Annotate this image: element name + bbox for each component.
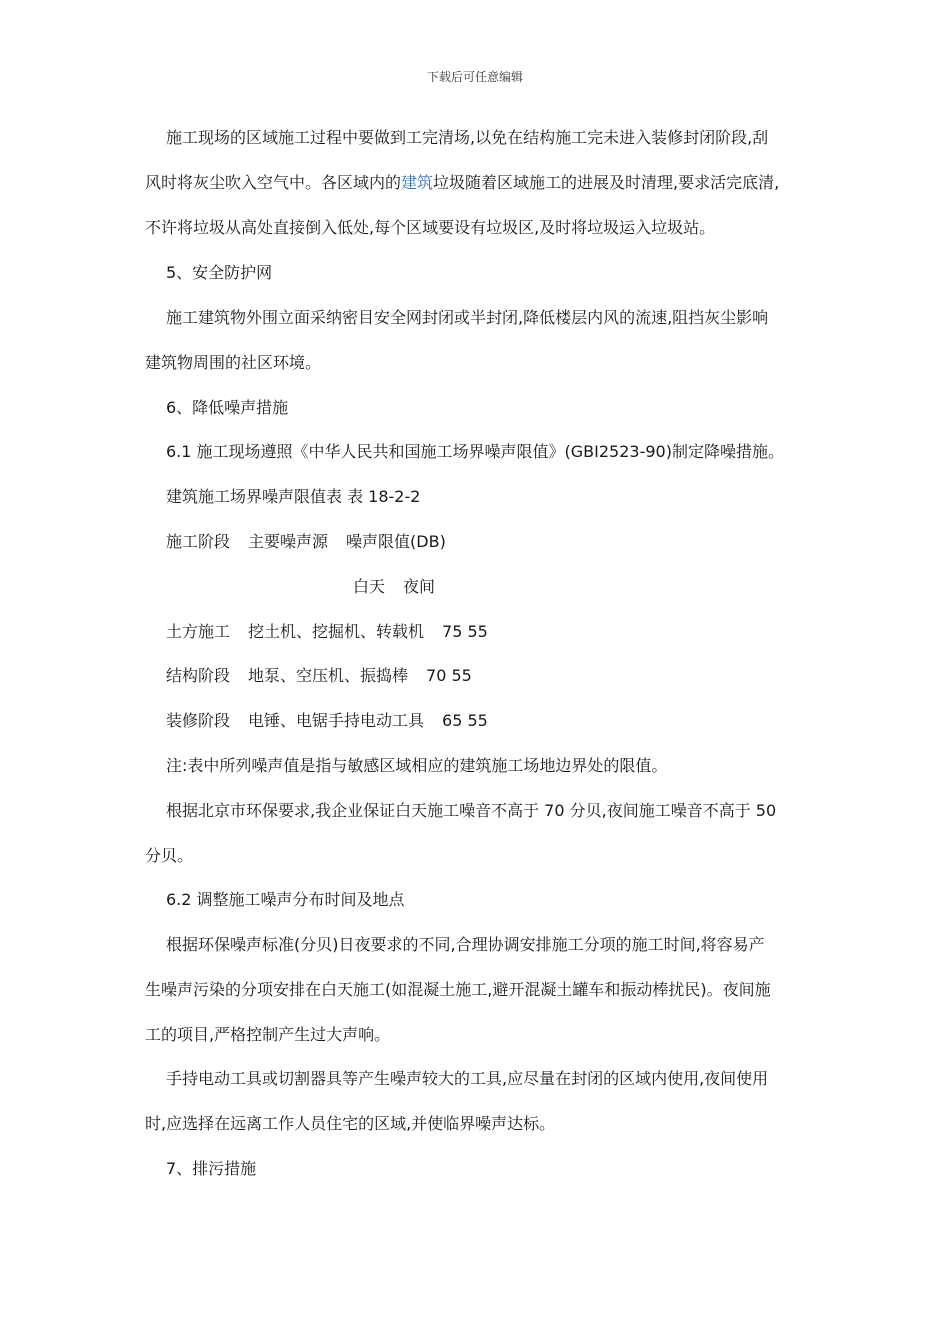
page-header: 下载后可任意编辑 xyxy=(426,70,523,84)
table-cell: 结构阶段 xyxy=(166,666,231,685)
subsection-6-2: 6.2 调整施工噪声分布时间及地点 xyxy=(166,890,405,909)
table-header-cell: 施工阶段 xyxy=(166,532,231,551)
building-link[interactable]: 建筑 xyxy=(401,173,434,192)
paragraph-line: 手持电动工具或切割器具等产生噪声较大的工具,应尽量在封闭的区域内使用,夜间使用 xyxy=(166,1069,769,1088)
table-header-row xyxy=(166,532,446,552)
text: 垃圾随着区域施工的进展及时清理,要求活完底清, xyxy=(433,173,780,192)
table-caption: 建筑施工场界噪声限值表 表 18-2-2 xyxy=(166,487,421,506)
paragraph-line: 施工现场的区域施工过程中要做到工完清场,以免在结构施工完未进入装修封闭阶段,刮 xyxy=(166,128,769,147)
section-heading-6: 6、降低噪声措施 xyxy=(166,398,289,417)
paragraph-line: 分贝。 xyxy=(145,846,194,865)
paragraph-line: 生噪声污染的分项安排在白天施工(如混凝土施工,避开混凝土罐车和振动棒扰民)。夜间施 xyxy=(145,980,771,999)
section-heading-5: 5、安全防护网 xyxy=(166,263,273,282)
paragraph-line: 根据北京市环保要求,我企业保证白天施工噪音不高于 70 分贝,夜间施工噪音不高于 50 xyxy=(166,801,777,820)
table-cell: 地泵、空压机、振捣棒 xyxy=(248,666,409,685)
table-cell: 75 55 xyxy=(442,622,488,641)
table-header-cell: 噪声限值(DB) xyxy=(346,532,446,551)
paragraph-line: 时,应选择在远离工作人员住宅的区域,并使临界噪声达标。 xyxy=(145,1114,556,1133)
subsection-6-1: 6.1 施工现场遵照《中华人民共和国施工场界噪声限值》(GBI2523-90)制定降噪措施。 xyxy=(166,442,784,461)
paragraph-line: 工的项目,严格控制产生过大声响。 xyxy=(145,1025,391,1044)
table-header-cell: 主要噪声源 xyxy=(248,532,329,551)
paragraph-line: 建筑物周围的社区环境。 xyxy=(145,353,322,372)
table-note: 注:表中所列噪声值是指与敏感区域相应的建筑施工场地边界处的限值。 xyxy=(166,756,668,775)
table-subheader-row xyxy=(353,577,435,597)
table-row xyxy=(166,622,488,642)
paragraph-line: 根据环保噪声标准(分贝)日夜要求的不同,合理协调安排施工分项的施工时间,将容易产 xyxy=(166,935,765,954)
paragraph-line: 施工建筑物外围立面采纳密目安全网封闭或半封闭,降低楼层内风的流速,阻挡灰尘影响 xyxy=(166,308,769,327)
table-subheader-cell: 白天 xyxy=(353,577,386,596)
table-cell: 装修阶段 xyxy=(166,711,231,730)
table-cell: 65 55 xyxy=(442,711,488,730)
table-subheader-cell: 夜间 xyxy=(403,577,436,596)
table-row xyxy=(166,711,488,731)
table-cell: 挖土机、挖掘机、转载机 xyxy=(248,622,425,641)
table-cell: 70 55 xyxy=(426,666,472,685)
table-cell: 电锤、电锯手持电动工具 xyxy=(248,711,425,730)
paragraph-line: 不许将垃圾从高处直接倒入低处,每个区域要设有垃圾区,及时将垃圾运入垃圾站。 xyxy=(145,218,716,237)
paragraph-line xyxy=(145,173,779,193)
section-heading-7: 7、排污措施 xyxy=(166,1159,257,1178)
text: 风时将灰尘吹入空气中。各区域内的 xyxy=(145,173,402,192)
table-row xyxy=(166,666,472,686)
table-cell: 土方施工 xyxy=(166,622,231,641)
